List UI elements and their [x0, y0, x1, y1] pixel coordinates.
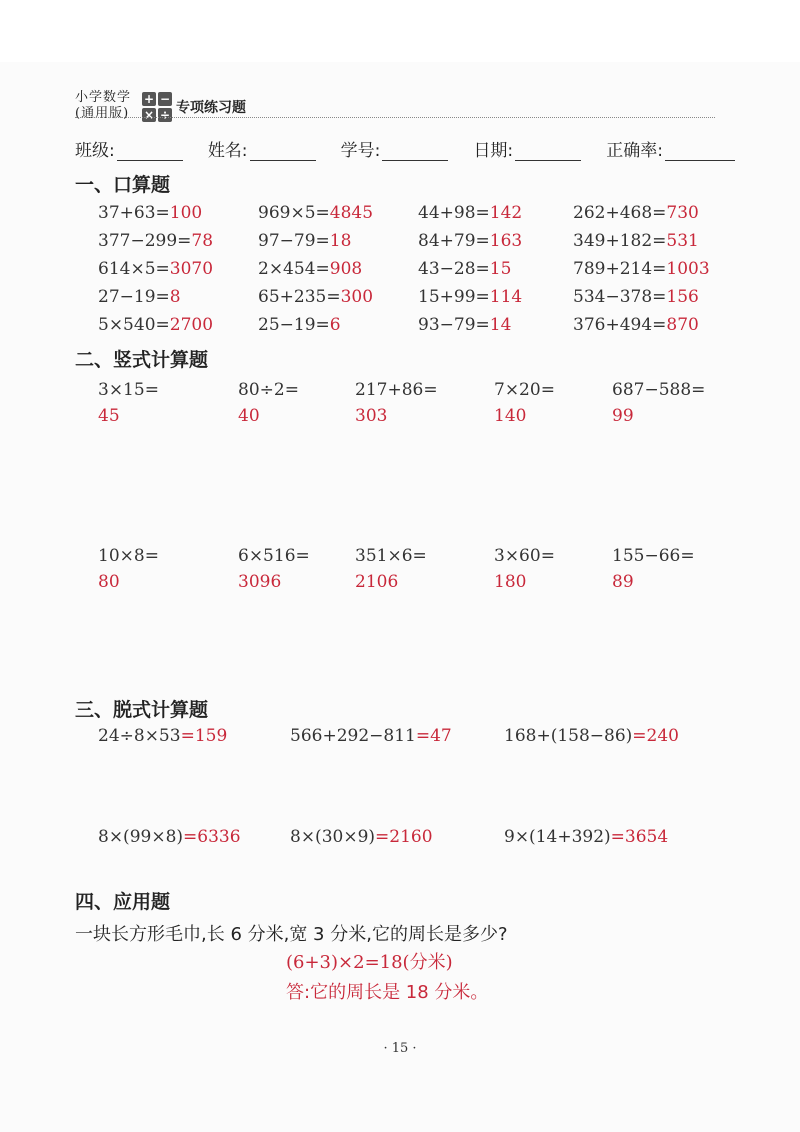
student-id-field: [341, 136, 449, 161]
problem: 566+292−811=47: [290, 726, 452, 746]
problem: 84+79=163: [418, 231, 523, 251]
problem: 97−79=18: [258, 231, 352, 251]
times-icon: ×: [143, 108, 155, 122]
problem: 3×60= 180: [494, 546, 555, 592]
problem: 155−66= 89: [612, 546, 695, 592]
problem: 37+63=100: [98, 203, 203, 223]
name-label: 姓名:: [207, 141, 248, 161]
problem: 8×(99×8)=6336: [98, 827, 241, 847]
problem: 534−378=156: [573, 287, 699, 307]
name-blank[interactable]: [250, 142, 316, 161]
student-id-blank[interactable]: [382, 142, 448, 161]
problem: 65+235=300: [258, 287, 374, 307]
section-1-title: 一、口算题: [75, 174, 171, 196]
accuracy-field: [606, 136, 735, 161]
problem: 377−299=78: [98, 231, 214, 251]
date-label: 日期:: [473, 141, 514, 161]
problem: 24÷8×53=159: [98, 726, 228, 746]
class-label: 班级:: [75, 141, 115, 161]
stepwise-calc-row-1: [98, 723, 738, 749]
problem: 93−79=14: [418, 315, 512, 335]
page-number: · 15 ·: [383, 1041, 417, 1056]
word-problem-answer: 答:它的周长是 18 分米。: [286, 982, 489, 1003]
mental-math-grid: [98, 200, 738, 340]
problem: 6×516= 3096: [238, 546, 310, 592]
problem: 25−19=6: [258, 315, 341, 335]
section-4-title: 四、应用题: [75, 891, 171, 913]
problem: 2×454=908: [258, 259, 363, 279]
accuracy-blank[interactable]: [665, 142, 735, 161]
problem: 10×8= 80: [98, 546, 159, 592]
class-field: [75, 136, 183, 161]
stepwise-calc-row-2: [98, 824, 738, 850]
page-top-band: [0, 0, 800, 62]
problem: 349+182=531: [573, 231, 699, 251]
section-2-title: 二、竖式计算题: [75, 349, 209, 371]
problem: 8×(30×9)=2160: [290, 827, 433, 847]
divide-icon: ÷: [159, 108, 171, 122]
plus-icon: +: [143, 92, 155, 106]
student-info-row: [75, 136, 735, 161]
problem: 969×5=4845: [258, 203, 374, 223]
student-id-label: 学号:: [340, 141, 381, 161]
problem: 9×(14+392)=3654: [504, 827, 669, 847]
date-field: [473, 136, 581, 161]
problem: 217+86= 303: [355, 380, 438, 426]
word-problem-solution: (6+3)×2=18(分米): [286, 952, 453, 973]
problem: 7×20= 140: [494, 380, 555, 426]
problem: 15+99=114: [418, 287, 523, 307]
accuracy-label: 正确率:: [606, 141, 663, 161]
header-divider: [75, 117, 715, 118]
vertical-calc-row-2: [98, 543, 738, 595]
problem: 44+98=142: [418, 203, 523, 223]
problem: 43−28=15: [418, 259, 512, 279]
problem: 687−588= 99: [612, 380, 706, 426]
problem: 168+(158−86)=240: [504, 726, 679, 746]
problem: 27−19=8: [98, 287, 181, 307]
problem: 789+214=1003: [573, 259, 710, 279]
class-blank[interactable]: [117, 142, 183, 161]
problem: 614×5=3070: [98, 259, 214, 279]
problem: 3×15= 45: [98, 380, 159, 426]
problem: 351×6= 2106: [355, 546, 427, 592]
series-line2: (通用版): [75, 106, 130, 121]
name-field: [208, 136, 316, 161]
section-3-title: 三、脱式计算题: [75, 699, 209, 721]
date-blank[interactable]: [515, 142, 581, 161]
vertical-calc-row-1: [98, 377, 738, 429]
book-title: 专项练习题: [176, 100, 246, 116]
problem: 80÷2= 40: [238, 380, 299, 426]
minus-icon: −: [159, 92, 171, 106]
problem: 376+494=870: [573, 315, 699, 335]
problem: 262+468=730: [573, 203, 699, 223]
problem: 5×540=2700: [98, 315, 214, 335]
word-problem-question: 一块长方形毛巾,长 6 分米,宽 3 分米,它的周长是多少?: [75, 924, 508, 945]
series-line1: 小学数学: [75, 90, 132, 105]
